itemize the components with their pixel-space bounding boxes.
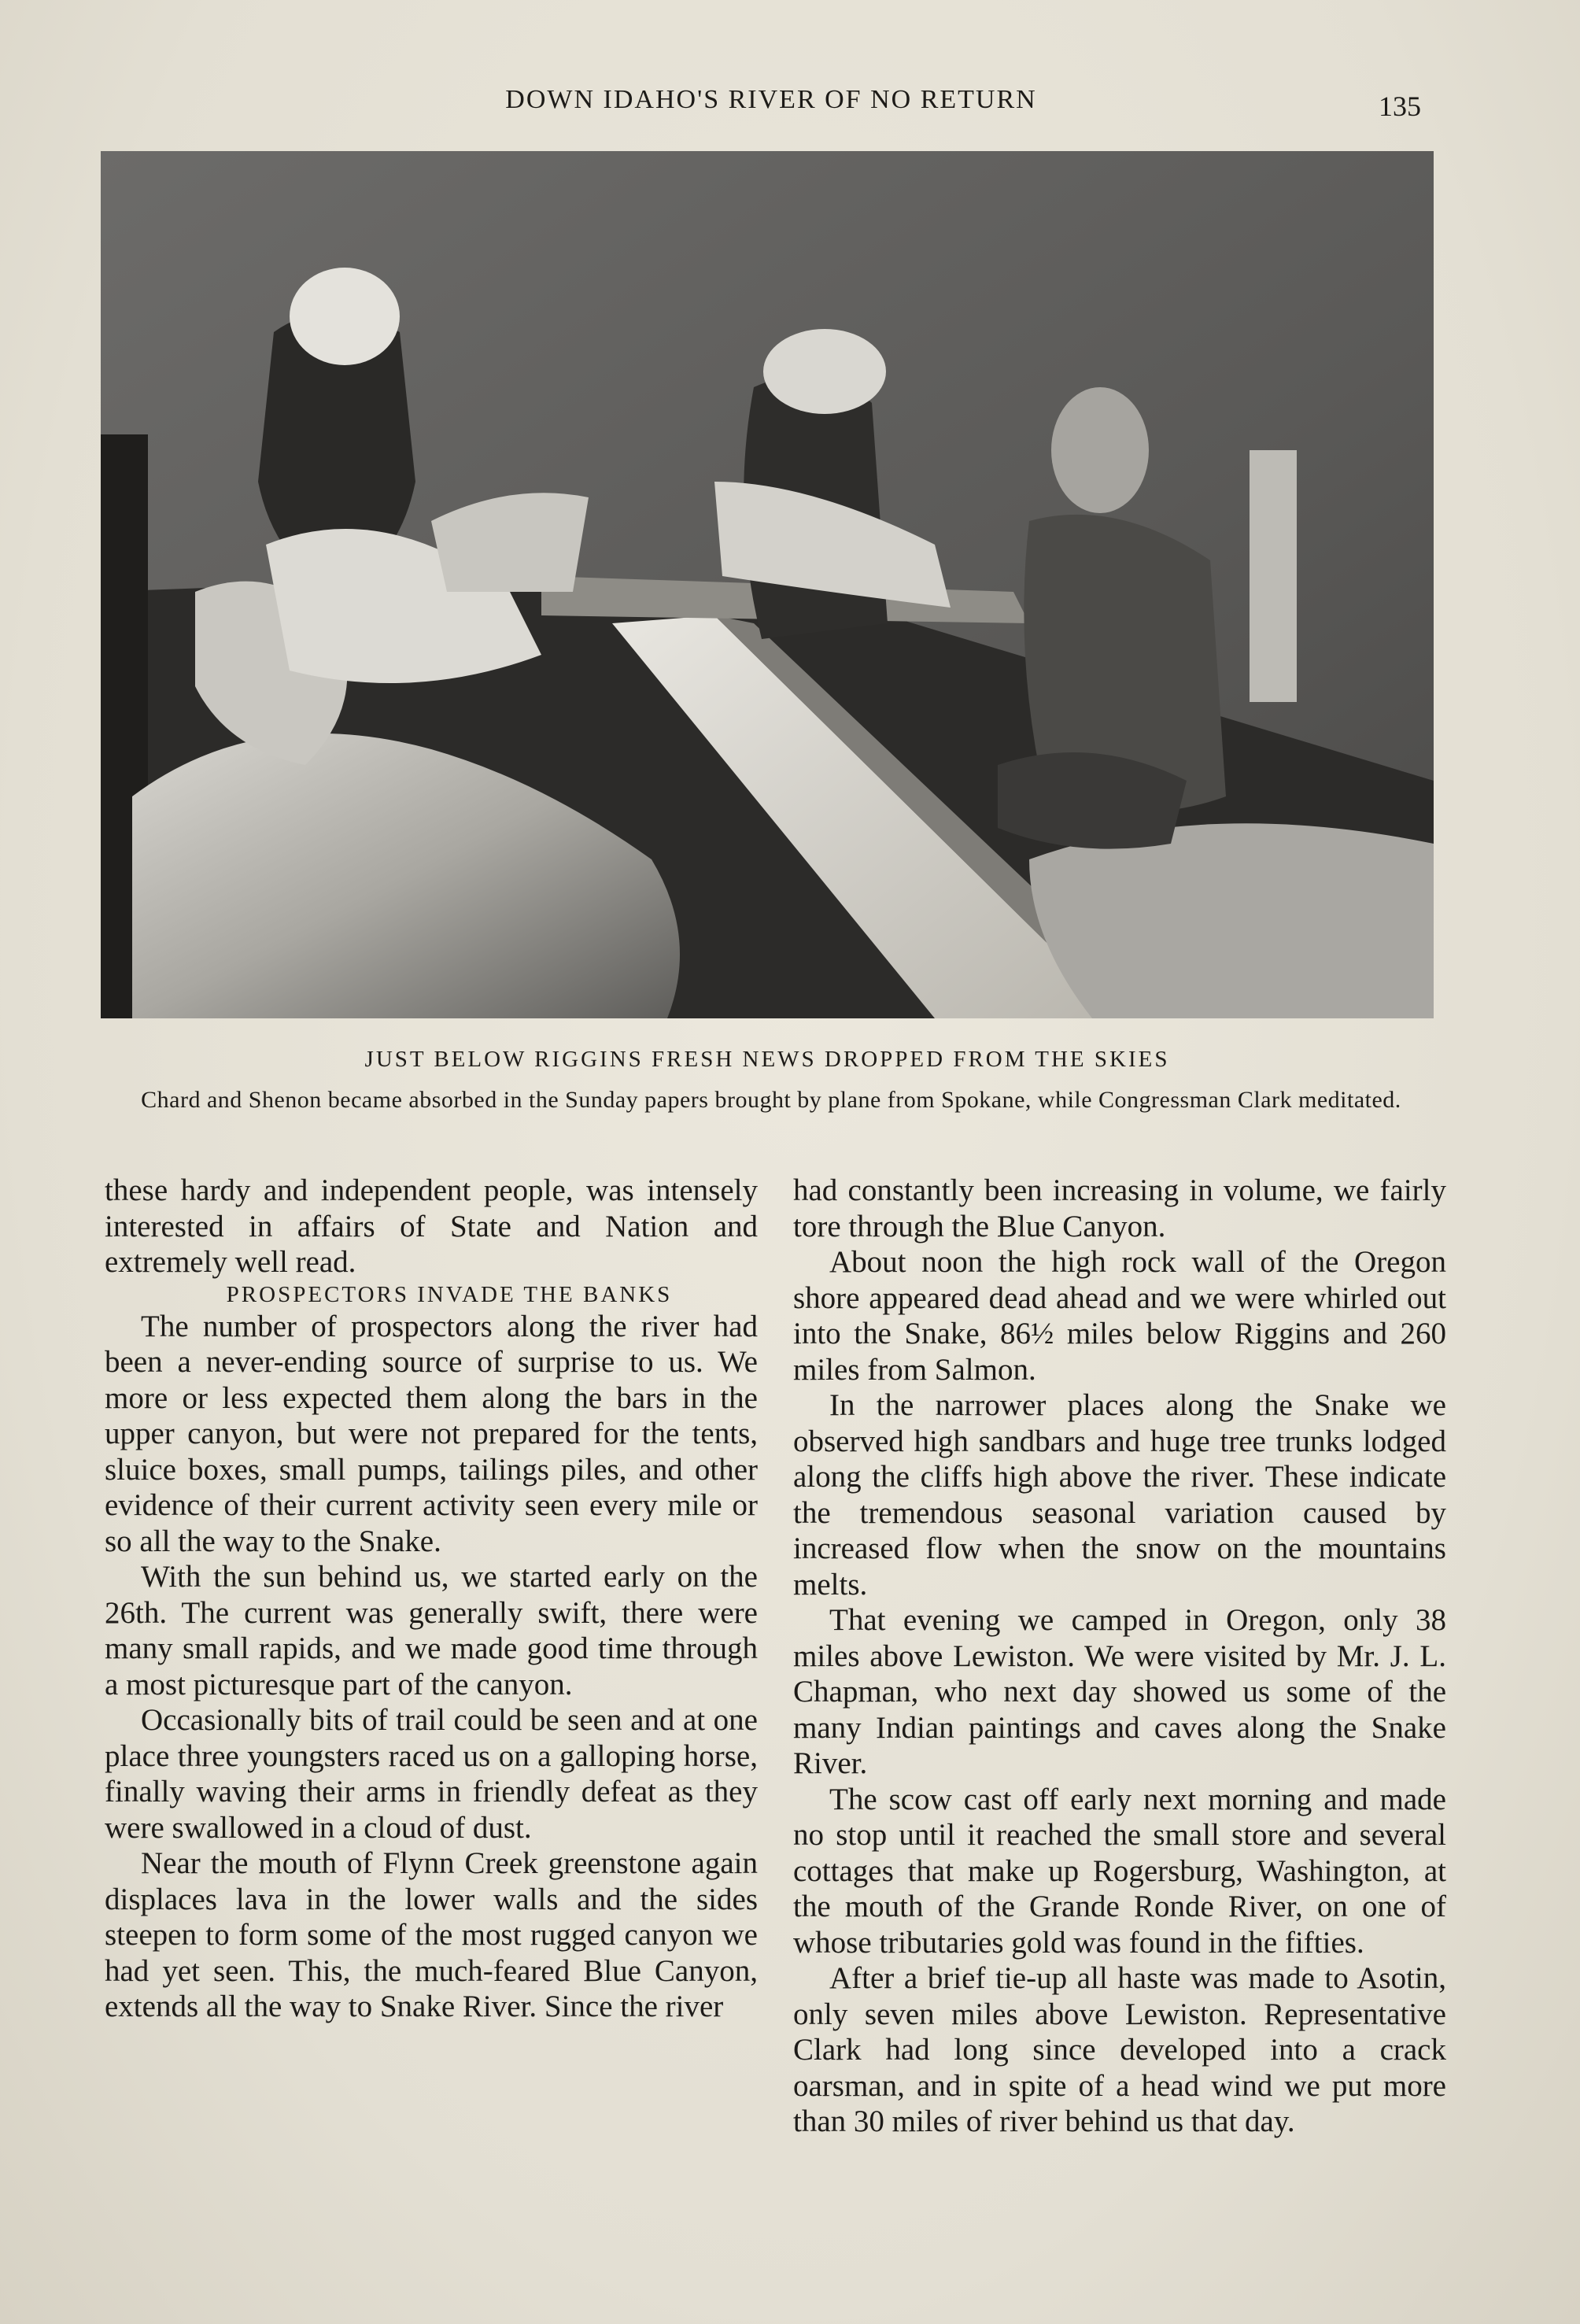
text-column-right [793,1173,1446,2140]
paragraph: The number of prospectors along the river had been a never-ending source of surprise to us. We more or less expected them along the bars in the upper canyon, but were not prepared for the tents, sluice boxes, small pumps, tailings piles, and other evidence of their current activity seen every mile or so all the way to the Snake. [105,1309,758,1558]
paragraph: In the narrower places along the Snake we observed high sandbars and huge tree trunks lodged along the cliffs high above the river. These indicate the tremendous seasonal variation caused by increased flow when the snow on the mountains melts. [793,1388,1446,1602]
section-subhead: PROSPECTORS INVADE THE BANKS [226,1281,673,1307]
photo-caption-title: JUST BELOW RIGGINS FRESH NEWS DROPPED FROM THE SKIES [364,1047,1170,1072]
paragraph: That evening we camped in Oregon, only 38 miles above Lewiston. We were visited by Mr. J. L. Chapman, who next day showed us some of the many Indian paintings and caves along the Snake River. [793,1603,1446,1780]
paragraph: With the sun behind us, we started early on the 26th. The current was generally swift, there were many small rapids, and we made good time through a most picturesque part of the canyon. [105,1560,758,1701]
paragraph: these hardy and independent people, was intensely interested in affairs of State and Nation and extremely well read. [105,1173,758,1279]
page-number: 135 [1379,91,1421,122]
photo-caption-text: Chard and Shenon became absorbed in the Sunday papers brought by plane from Spokane, while Congressman Clark meditated. [141,1087,1401,1113]
paragraph: The scow cast off early next morning and made no stop until it reached the small store and several cottages that make up Rogersburg, Washington, at the mouth of the Grande Ronde River, on one of whose tributaries gold was found in the fifties. [793,1782,1446,1960]
paragraph: Occasionally bits of trail could be seen and at one place three youngsters raced us on a galloping horse, finally waving their arms in friendly defeat as they were swallowed in a cloud of dust. [105,1703,758,1845]
running-head: DOWN IDAHO'S RIVER OF NO RETURN [505,85,1037,114]
paragraph: Near the mouth of Flynn Creek greenstone again displaces lava in the lower walls and the sides steepen to form some of the most rugged canyon we had yet seen. This, the much-feared Blue Canyon, extends all the way to Snake River. Since the river [105,1846,758,2023]
photo-men-reading-newspapers [101,151,1434,1018]
paragraph: had constantly been increasing in volume, we fairly tore through the Blue Canyon. [793,1173,1446,1243]
text-column-left [105,1173,758,2025]
paragraph: After a brief tie-up all haste was made to Asotin, only seven miles above Lewiston. Representative Clark had long since developed into a crack oarsman, and in spite of a head wind we put more than 30 miles of river behind us that day. [793,1961,1446,2138]
paragraph: About noon the high rock wall of the Oregon shore appeared dead ahead and we were whirled out into the Snake, 86½ miles below Riggins and 260 miles from Salmon. [793,1245,1446,1387]
